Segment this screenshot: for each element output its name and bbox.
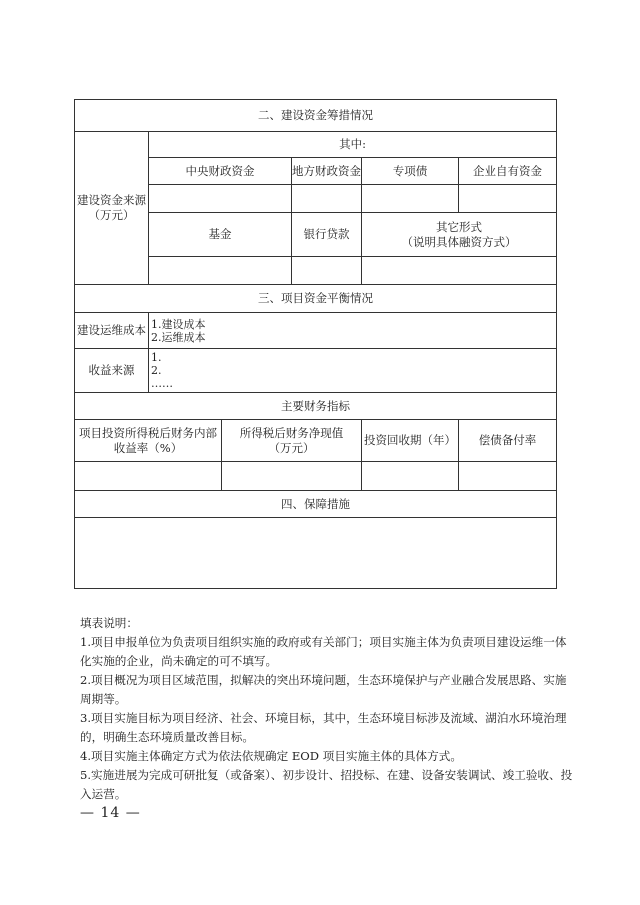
- note-line: 的，明确生态环境质量改善目标。: [80, 730, 254, 744]
- cell-other-forms[interactable]: [362, 257, 557, 285]
- cost-item: 1.建设成本: [151, 317, 206, 331]
- note-line: 4.项目实施主体确定方式为依法依规确定 EOD 项目实施主体的具体方式。: [80, 749, 462, 763]
- form-notes: [80, 614, 573, 804]
- note-line: 1.项目申报单位为负责项目组织实施的政府或有关部门；项目实施主体为负责项目建设运维一体: [80, 635, 567, 649]
- note-line: 3.项目实施目标为项目经济、社会、环境目标，其中，生态环境目标涉及流域、湖泊水环境治理: [80, 711, 567, 725]
- note-line: 2.项目概况为项目区域范围，拟解决的突出环境问题，生态环境保护与产业融合发展思路、实施: [80, 673, 567, 687]
- header-central-fund: 中央财政资金: [149, 158, 292, 185]
- cell-safeguard[interactable]: [75, 518, 557, 589]
- cell-local-fund[interactable]: [292, 185, 362, 213]
- note-line: 5.实施进展为完成可研批复（或备案）、初步设计、招投标、在建、设备安装调试、竣工验收、投: [80, 768, 573, 782]
- income-item: 2.: [151, 364, 162, 377]
- cell-own-fund[interactable]: [459, 185, 557, 213]
- form-table: [74, 99, 557, 589]
- header-own-fund: 企业自有资金: [459, 158, 557, 185]
- section-indicators-title: 主要财务指标: [75, 393, 557, 420]
- page-number: — 14 —: [80, 805, 141, 821]
- funding-source-label: 建设资金来源 （万元）: [75, 132, 149, 285]
- cell-fund[interactable]: [149, 257, 292, 285]
- income-label: 收益来源: [75, 349, 149, 393]
- funding-form: [74, 99, 556, 590]
- of-which-label: 其中:: [149, 132, 557, 158]
- note-line: 化实施的企业，尚未确定的可不填写。: [80, 654, 278, 668]
- header-fund: 基金: [149, 213, 292, 257]
- section-safeguard-title: 四、保障措施: [75, 491, 557, 518]
- income-items[interactable]: [149, 349, 557, 393]
- header-irr: 项目投资所得税后财务内部 收益率（%）: [75, 420, 222, 462]
- cost-label: 建设运维成本: [75, 313, 149, 349]
- cost-items[interactable]: [149, 313, 557, 349]
- header-npv: 所得税后财务净现值 （万元）: [222, 420, 362, 462]
- notes-title: 填表说明：: [80, 616, 138, 630]
- note-line: 入运营。: [80, 787, 127, 801]
- note-line: 周期等。: [80, 692, 127, 706]
- header-other-forms: 其它形式 （说明具体融资方式）: [362, 213, 557, 257]
- header-bank-loan: 银行贷款: [292, 213, 362, 257]
- cell-payback[interactable]: [362, 462, 459, 491]
- header-local-fund: 地方财政资金: [292, 158, 362, 185]
- cell-irr[interactable]: [75, 462, 222, 491]
- header-dscr: 偿债备付率: [459, 420, 557, 462]
- section-funding-title: 二、建设资金筹措情况: [75, 100, 557, 132]
- cell-special-bond[interactable]: [362, 185, 459, 213]
- cell-dscr[interactable]: [459, 462, 557, 491]
- cell-bank-loan[interactable]: [292, 257, 362, 285]
- section-balance-title: 三、项目资金平衡情况: [75, 285, 557, 313]
- cell-npv[interactable]: [222, 462, 362, 491]
- income-item: ……: [151, 377, 173, 390]
- header-special-bond: 专项债: [362, 158, 459, 185]
- cost-item: 2.运维成本: [151, 330, 206, 344]
- cell-central-fund[interactable]: [149, 185, 292, 213]
- income-item: 1.: [151, 351, 162, 364]
- header-payback: 投资回收期（年）: [362, 420, 459, 462]
